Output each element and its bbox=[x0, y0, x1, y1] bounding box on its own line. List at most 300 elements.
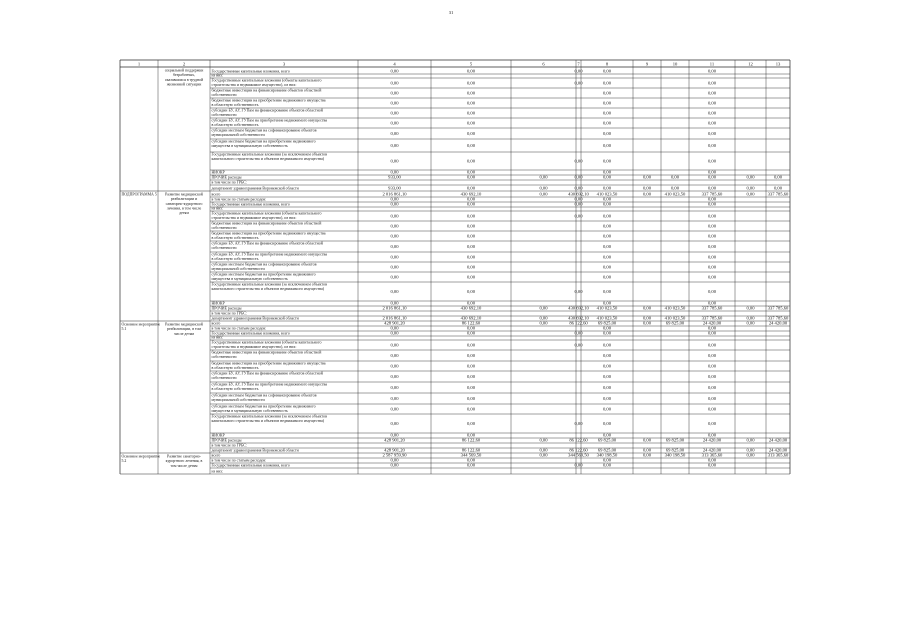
value-cell: 0,00 bbox=[466, 264, 476, 270]
value-cell: 344 569,50 bbox=[460, 452, 482, 458]
value-cell: 0,00 bbox=[574, 213, 583, 219]
value-cell: 0,00 bbox=[466, 289, 476, 295]
value-cell: 0,00 bbox=[539, 191, 548, 197]
value-cell: 430 692,10 bbox=[568, 191, 589, 197]
value-cell: 69 825,00 bbox=[665, 320, 685, 326]
value-cell: 0,00 bbox=[707, 353, 717, 359]
value-cell: 0,00 bbox=[390, 120, 399, 126]
value-cell: 86 122,60 bbox=[569, 447, 588, 453]
value-cell: 0,00 bbox=[602, 363, 612, 369]
value-cell: 0,00 bbox=[642, 447, 652, 453]
value-cell: 0,00 bbox=[602, 300, 612, 306]
row-label: субсидии местным бюджетам на софинансирование объектов bbox=[211, 392, 317, 398]
header-column-number: 9 bbox=[645, 61, 649, 67]
section-name: детям bbox=[179, 211, 189, 215]
row-label: ПРОЧИЕ расходы bbox=[211, 175, 242, 180]
section-code: Основное мероприятие bbox=[121, 322, 161, 327]
value-cell: 0,00 bbox=[707, 462, 717, 468]
value-cell: 0,00 bbox=[602, 385, 612, 391]
value-cell: 69 825,00 bbox=[665, 447, 685, 453]
value-cell: 0,00 bbox=[602, 233, 612, 239]
value-cell: 0,00 bbox=[642, 185, 652, 191]
value-cell: 0,00 bbox=[466, 432, 476, 438]
row-label: из них: bbox=[211, 469, 224, 474]
value-cell: 0,00 bbox=[466, 363, 476, 369]
value-cell: 0,00 bbox=[707, 254, 717, 260]
value-cell: 0,00 bbox=[602, 131, 612, 137]
row-label: собственности bbox=[211, 375, 237, 380]
row-label: субсидии БУ, АУ, ГУПам на финансирование объектов областной bbox=[211, 370, 323, 376]
value-cell: 0,00 bbox=[602, 289, 612, 295]
value-cell: 0,00 bbox=[390, 254, 399, 260]
section-name: том числе детям bbox=[170, 463, 198, 468]
row-label: ПРОЧИЕ расходы bbox=[211, 306, 242, 311]
value-cell: 0,00 bbox=[642, 320, 652, 326]
value-cell: 0,00 bbox=[390, 353, 399, 359]
value-cell: 0,00 bbox=[602, 274, 612, 280]
value-cell: 0,00 bbox=[746, 305, 755, 311]
row-label: всего bbox=[211, 321, 221, 326]
value-cell: 0,00 bbox=[574, 158, 583, 164]
value-cell: 0,00 bbox=[390, 131, 399, 137]
value-cell: 430 692,10 bbox=[460, 191, 482, 197]
value-cell: 0,00 bbox=[602, 432, 612, 438]
value-cell: 0,00 bbox=[642, 315, 652, 321]
value-cell: 0,00 bbox=[707, 342, 717, 348]
row-label: в областную собственность bbox=[211, 386, 259, 391]
value-cell: 0,00 bbox=[390, 201, 399, 207]
header-column-number: 8 bbox=[605, 61, 609, 67]
section-name: числе детям bbox=[173, 331, 195, 336]
value-cell: 0,00 bbox=[707, 68, 717, 74]
value-cell: 0,00 bbox=[602, 120, 612, 126]
value-cell: 0,00 bbox=[390, 374, 399, 380]
value-cell: 0,00 bbox=[466, 353, 476, 359]
value-cell: 0,00 bbox=[466, 90, 476, 96]
value-cell: 86 122,60 bbox=[461, 447, 481, 453]
value-cell: 0,00 bbox=[707, 120, 717, 126]
value-cell: 0,00 bbox=[773, 174, 783, 180]
value-cell: 0,00 bbox=[390, 100, 399, 106]
value-cell: 430 692,10 bbox=[568, 305, 589, 311]
value-cell: 0,00 bbox=[466, 325, 476, 331]
row-label: субсидии местным бюджетам на софинансирование объектов bbox=[211, 127, 317, 133]
value-cell: 0,00 bbox=[602, 223, 612, 229]
value-cell: 0,00 bbox=[466, 120, 476, 126]
value-cell: 0,00 bbox=[466, 196, 476, 202]
row-label: муниципальной собственности bbox=[211, 266, 265, 271]
value-cell: 0,00 bbox=[707, 406, 717, 412]
value-cell: 0,00 bbox=[602, 244, 612, 250]
value-cell: 0,00 bbox=[602, 254, 612, 260]
value-cell: 337 785,60 bbox=[767, 315, 789, 321]
value-cell: 0,00 bbox=[466, 300, 476, 306]
value-cell: 0,00 bbox=[390, 300, 399, 306]
row-label: в том числе по ГРБС: bbox=[211, 443, 247, 448]
row-label: в том числе по статьям расходов: bbox=[211, 197, 267, 202]
row-label: в областную собственность bbox=[211, 235, 259, 240]
section-name: курортного лечения, в bbox=[165, 459, 203, 464]
value-cell: 0,00 bbox=[707, 223, 717, 229]
value-cell: 69 825,00 bbox=[597, 320, 617, 326]
value-cell: 313 365,60 bbox=[767, 452, 789, 458]
value-cell: 0,00 bbox=[602, 169, 612, 175]
row-label: собственности bbox=[211, 112, 237, 117]
value-cell: 0,00 bbox=[466, 143, 476, 149]
value-cell: 0,00 bbox=[539, 174, 548, 180]
value-cell: 0,00 bbox=[466, 110, 476, 116]
row-label: НИОКР bbox=[211, 433, 225, 438]
section-code: Основное мероприятие bbox=[121, 454, 161, 459]
value-cell: 428 901,20 bbox=[384, 437, 405, 443]
value-cell: 86 122,60 bbox=[461, 437, 481, 443]
section-name: Развитие санаторно- bbox=[167, 454, 201, 459]
value-cell: 0,00 bbox=[746, 447, 755, 453]
value-cell: 0,00 bbox=[466, 68, 476, 74]
row-label: бюджетные инвестиции на приобретение недвижимого имущества bbox=[211, 97, 326, 103]
value-cell: 344 569,50 bbox=[568, 452, 589, 458]
value-cell: 0,00 bbox=[602, 68, 612, 74]
row-label: всего bbox=[211, 453, 221, 458]
row-label: Государственные капитальные вложения (за исключением объектов bbox=[211, 413, 328, 419]
value-cell: 430 692,10 bbox=[460, 305, 482, 311]
value-cell: 0,00 bbox=[707, 264, 717, 270]
value-cell: 0,00 bbox=[746, 191, 755, 197]
value-cell: 410 023,50 bbox=[664, 191, 686, 197]
header-column-number: 5 bbox=[469, 61, 473, 67]
value-cell: 0,00 bbox=[539, 437, 548, 443]
value-cell: 0,00 bbox=[642, 174, 652, 180]
value-cell: 0,00 bbox=[466, 223, 476, 229]
value-cell: 0,00 bbox=[602, 185, 612, 191]
value-cell: 0,00 bbox=[539, 185, 548, 191]
value-cell: 933,00 bbox=[388, 174, 401, 180]
row-label: НИОКР bbox=[211, 170, 225, 175]
value-cell: 0,00 bbox=[466, 274, 476, 280]
section-name: социальной поддержки bbox=[164, 68, 204, 73]
value-cell: 0,00 bbox=[466, 80, 476, 86]
value-cell: 0,00 bbox=[602, 201, 612, 207]
value-cell: 24 420,00 bbox=[702, 447, 722, 453]
row-label: имущества в муниципальную собственность bbox=[211, 408, 288, 413]
row-label: субсидии БУ, АУ, ГУПам на финансирование объектов областной bbox=[211, 107, 323, 113]
value-cell: 0,00 bbox=[390, 406, 399, 412]
value-cell: 0,00 bbox=[746, 174, 755, 180]
value-cell: 0,00 bbox=[390, 457, 399, 463]
value-cell: 0,00 bbox=[602, 174, 612, 180]
value-cell: 0,00 bbox=[390, 342, 399, 348]
value-cell: 24 420,00 bbox=[768, 447, 788, 453]
header-column-number: 3 bbox=[282, 61, 286, 67]
row-label: имущества в муниципальную собственность bbox=[211, 276, 288, 281]
row-label: бюджетные инвестиции на финансирование объектов областной bbox=[211, 220, 322, 226]
value-cell: 0,00 bbox=[466, 185, 476, 191]
value-cell: 0,00 bbox=[602, 325, 612, 331]
value-cell: 410 023,50 bbox=[596, 315, 618, 321]
row-label: собственности bbox=[211, 92, 237, 97]
value-cell: 69 825,00 bbox=[597, 447, 617, 453]
value-cell: 0,00 bbox=[707, 421, 717, 427]
row-label: бюджетные инвестиции на финансирование объектов областной bbox=[211, 349, 322, 355]
row-label: в областную собственность bbox=[211, 256, 259, 261]
section-name: реабилитации, в том bbox=[167, 327, 201, 332]
value-cell: 0,00 bbox=[642, 452, 652, 458]
row-label: бюджетные инвестиции на приобретение недвижимого имущества bbox=[211, 230, 326, 236]
value-cell: 0,00 bbox=[390, 330, 399, 336]
value-cell: 0,00 bbox=[539, 315, 548, 321]
row-label: Государственные капитальные вложения (объекты капитального bbox=[211, 339, 322, 345]
value-cell: 0,00 bbox=[466, 421, 476, 427]
row-label: Государственные капитальные вложения, всего bbox=[211, 331, 290, 336]
value-cell: 337 785,60 bbox=[701, 315, 723, 321]
value-cell: 0,00 bbox=[390, 244, 399, 250]
value-cell: 0,00 bbox=[707, 363, 717, 369]
value-cell: 0,00 bbox=[602, 330, 612, 336]
row-label: собственности bbox=[211, 354, 237, 359]
header-column-number: 6 bbox=[542, 61, 545, 67]
value-cell: 0,00 bbox=[390, 158, 399, 164]
value-cell: 24 420,00 bbox=[768, 320, 788, 326]
value-cell: 24 420,00 bbox=[768, 437, 788, 443]
value-cell: 0,00 bbox=[707, 244, 717, 250]
value-cell: 0,00 bbox=[707, 80, 717, 86]
value-cell: 0,00 bbox=[707, 374, 717, 380]
value-cell: 410 023,50 bbox=[596, 191, 618, 197]
value-cell: 0,00 bbox=[466, 244, 476, 250]
value-cell: 0,00 bbox=[390, 432, 399, 438]
row-label: департамент здравоохранения Воронежской области bbox=[211, 448, 299, 453]
value-cell: 0,00 bbox=[574, 185, 583, 191]
value-cell: 0,00 bbox=[466, 213, 476, 219]
header-column-number: 4 bbox=[393, 61, 396, 67]
value-cell: 428 901,20 bbox=[384, 447, 405, 453]
value-cell: 0,00 bbox=[390, 169, 399, 175]
value-cell: 0,00 bbox=[390, 289, 399, 295]
value-cell: 0,00 bbox=[602, 457, 612, 463]
value-cell: 0,00 bbox=[466, 406, 476, 412]
section-name: Развитие медицинской bbox=[165, 322, 203, 327]
row-label: департамент здравоохранения Воронежской области bbox=[211, 316, 299, 321]
value-cell: 0,00 bbox=[574, 174, 583, 180]
value-cell: 0,00 bbox=[707, 196, 717, 202]
row-label: Государственные капитальные вложения (за исключением объектов bbox=[211, 151, 328, 157]
value-cell: 0,00 bbox=[707, 143, 717, 149]
value-cell: 0,00 bbox=[466, 330, 476, 336]
value-cell: 0,00 bbox=[707, 131, 717, 137]
row-label: из них: bbox=[211, 206, 224, 211]
section-name: безработных, bbox=[172, 73, 196, 78]
value-cell: 0,00 bbox=[602, 406, 612, 412]
value-cell: 0,00 bbox=[602, 462, 612, 468]
value-cell: 0,00 bbox=[707, 300, 717, 306]
value-cell: 0,00 bbox=[670, 185, 680, 191]
value-cell: 0,00 bbox=[390, 68, 399, 74]
row-label: всего bbox=[211, 192, 221, 197]
value-cell: 2 587 959,90 bbox=[382, 452, 407, 458]
value-cell: 0,00 bbox=[746, 320, 755, 326]
value-cell: 0,00 bbox=[642, 305, 652, 311]
value-cell: 0,00 bbox=[466, 131, 476, 137]
row-label: в том числе по статьям расходов: bbox=[211, 326, 267, 331]
value-cell: 0,00 bbox=[642, 191, 652, 197]
value-cell: 0,00 bbox=[390, 223, 399, 229]
row-label: строительства и недвижимое имущество), из них: bbox=[211, 82, 297, 87]
value-cell: 0,00 bbox=[390, 213, 399, 219]
value-cell: 0,00 bbox=[707, 90, 717, 96]
row-label: субсидии БУ, АУ, ГУПам на финансирование объектов областной bbox=[211, 240, 323, 246]
value-cell: 0,00 bbox=[707, 432, 717, 438]
row-label: строительства и недвижимое имущество), из них: bbox=[211, 344, 297, 349]
header-column-number: 7 bbox=[577, 61, 580, 67]
header-column-number: 12 bbox=[748, 61, 753, 67]
value-cell: 0,00 bbox=[390, 143, 399, 149]
value-cell: 0,00 bbox=[602, 196, 612, 202]
row-label: бюджетные инвестиции на финансирование объектов областной bbox=[211, 87, 322, 93]
value-cell: 0,00 bbox=[707, 233, 717, 239]
value-cell: 0,00 bbox=[466, 342, 476, 348]
row-label: субсидии местным бюджетам на приобретение недвижимого bbox=[211, 271, 316, 277]
value-cell: 340 198,50 bbox=[664, 452, 686, 458]
row-label: НИОКР bbox=[211, 301, 225, 306]
section-name: Развитие медицинской bbox=[165, 192, 203, 197]
row-label: ПРОЧИЕ расходы bbox=[211, 438, 242, 443]
value-cell: 0,00 bbox=[466, 201, 476, 207]
value-cell: 0,00 bbox=[670, 174, 680, 180]
row-label: в том числе по ГРБС: bbox=[211, 180, 247, 185]
value-cell: 0,00 bbox=[602, 374, 612, 380]
value-cell: 0,00 bbox=[707, 396, 717, 402]
value-cell: 0,00 bbox=[390, 325, 399, 331]
value-cell: 0,00 bbox=[574, 201, 583, 207]
value-cell: 0,00 bbox=[602, 90, 612, 96]
value-cell: 0,00 bbox=[466, 254, 476, 260]
row-label: бюджетные инвестиции на приобретение недвижимого имущества bbox=[211, 360, 326, 366]
value-cell: 0,00 bbox=[707, 457, 717, 463]
row-label: собственности bbox=[211, 225, 237, 230]
value-cell: 410 023,50 bbox=[664, 315, 686, 321]
section-name: оказавшихся в трудной bbox=[164, 77, 204, 82]
value-cell: 0,00 bbox=[707, 174, 717, 180]
section-name: санаторно-курортного bbox=[165, 201, 203, 206]
header-column-number: 13 bbox=[775, 61, 781, 67]
row-label: субсидии местным бюджетам на софинансирование объектов bbox=[211, 261, 317, 267]
row-label: субсидии БУ, АУ, ГУПам на приобретение недвижимого имущества bbox=[211, 381, 328, 387]
value-cell: 0,00 bbox=[602, 396, 612, 402]
value-cell: 0,00 bbox=[574, 330, 583, 336]
value-cell: 0,00 bbox=[574, 196, 583, 202]
row-label: собственности bbox=[211, 245, 237, 250]
value-cell: 337 785,60 bbox=[767, 305, 789, 311]
row-label: муниципальной собственности bbox=[211, 397, 265, 402]
value-cell: 0,00 bbox=[602, 213, 612, 219]
row-label: субсидии БУ, АУ, ГУПам на приобретение недвижимого имущества bbox=[211, 117, 328, 123]
value-cell: 0,00 bbox=[574, 68, 583, 74]
row-label: Государственные капитальные вложения, всего bbox=[211, 463, 290, 468]
value-cell: 0,00 bbox=[746, 452, 755, 458]
value-cell: 0,00 bbox=[539, 320, 548, 326]
value-cell: 24 420,00 bbox=[702, 437, 722, 443]
row-label: из них: bbox=[211, 73, 224, 78]
row-label: капитального строительства и объектов недвижимого имущества) bbox=[211, 286, 325, 291]
value-cell: 0,00 bbox=[707, 274, 717, 280]
row-label: Государственные капитальные вложения (за исключением объектов bbox=[211, 281, 328, 287]
value-cell: 0,00 bbox=[746, 185, 755, 191]
value-cell: 933,00 bbox=[388, 185, 401, 191]
value-cell: 0,00 bbox=[390, 421, 399, 427]
value-cell: 0,00 bbox=[390, 363, 399, 369]
value-cell: 0,00 bbox=[602, 100, 612, 106]
value-cell: 0,00 bbox=[602, 342, 612, 348]
value-cell: 0,00 bbox=[707, 158, 717, 164]
value-cell: 24 420,00 bbox=[702, 320, 722, 326]
value-cell: 0,00 bbox=[466, 158, 476, 164]
row-label: капитального строительства и объектов недвижимого имущества) bbox=[211, 156, 325, 161]
value-cell: 0,00 bbox=[707, 325, 717, 331]
value-cell: 0,00 bbox=[390, 90, 399, 96]
value-cell: 0,00 bbox=[466, 174, 476, 180]
value-cell: 0,00 bbox=[602, 143, 612, 149]
value-cell: 0,00 bbox=[602, 110, 612, 116]
section-name: реабилитации и bbox=[170, 197, 198, 202]
value-cell: 0,00 bbox=[707, 100, 717, 106]
row-label: Государственные капитальные вложения, всего bbox=[211, 202, 290, 207]
header-column-number: 1 bbox=[137, 61, 141, 67]
value-cell: 0,00 bbox=[574, 342, 583, 348]
value-cell: 0,00 bbox=[707, 185, 717, 191]
value-cell: 0,00 bbox=[390, 110, 399, 116]
value-cell: 0,00 bbox=[390, 264, 399, 270]
value-cell: 0,00 bbox=[707, 110, 717, 116]
value-cell: 0,00 bbox=[390, 233, 399, 239]
value-cell: 0,00 bbox=[602, 80, 612, 86]
value-cell: 86 122,60 bbox=[569, 437, 588, 443]
row-label: имущества в муниципальную собственность bbox=[211, 143, 288, 148]
value-cell: 340 198,50 bbox=[596, 452, 618, 458]
value-cell: 430 692,10 bbox=[568, 315, 589, 321]
value-cell: 0,00 bbox=[707, 169, 717, 175]
value-cell: 337 785,60 bbox=[767, 191, 789, 197]
value-cell: 0,00 bbox=[707, 213, 717, 219]
section-code: ПОДПРОГРАММА 5 bbox=[121, 192, 157, 197]
value-cell: 0,00 bbox=[602, 264, 612, 270]
header-column-number: 10 bbox=[672, 61, 678, 67]
value-cell: 0,00 bbox=[602, 353, 612, 359]
row-label: субсидии местным бюджетам на приобретение недвижимого bbox=[211, 403, 316, 409]
value-cell: 430 692,10 bbox=[460, 315, 482, 321]
value-cell: 0,00 bbox=[466, 396, 476, 402]
row-label: департамент здравоохранения Воронежской области bbox=[211, 186, 299, 191]
value-cell: 337 785,60 bbox=[701, 191, 723, 197]
section-code: 5.2 bbox=[121, 459, 127, 464]
value-cell: 0,00 bbox=[707, 289, 717, 295]
value-cell: 0,00 bbox=[539, 452, 548, 458]
value-cell: 428 901,20 bbox=[384, 320, 405, 326]
section-name: лечения, в том числе bbox=[166, 206, 202, 211]
value-cell: 2 016 861,10 bbox=[382, 305, 407, 311]
section-name: жизненной ситуации bbox=[166, 82, 202, 87]
value-cell: 0,00 bbox=[390, 80, 399, 86]
value-cell: 0,00 bbox=[466, 374, 476, 380]
value-cell: 313 365,60 bbox=[701, 452, 723, 458]
row-label: муниципальной собственности bbox=[211, 132, 265, 137]
value-cell: 0,00 bbox=[574, 421, 583, 427]
value-cell: 0,00 bbox=[390, 385, 399, 391]
section-code: 5.1 bbox=[121, 327, 127, 332]
value-cell: 0,00 bbox=[466, 169, 476, 175]
value-cell: 0,00 bbox=[390, 274, 399, 280]
value-cell: 0,00 bbox=[746, 315, 755, 321]
value-cell: 86 122,60 bbox=[569, 320, 588, 326]
